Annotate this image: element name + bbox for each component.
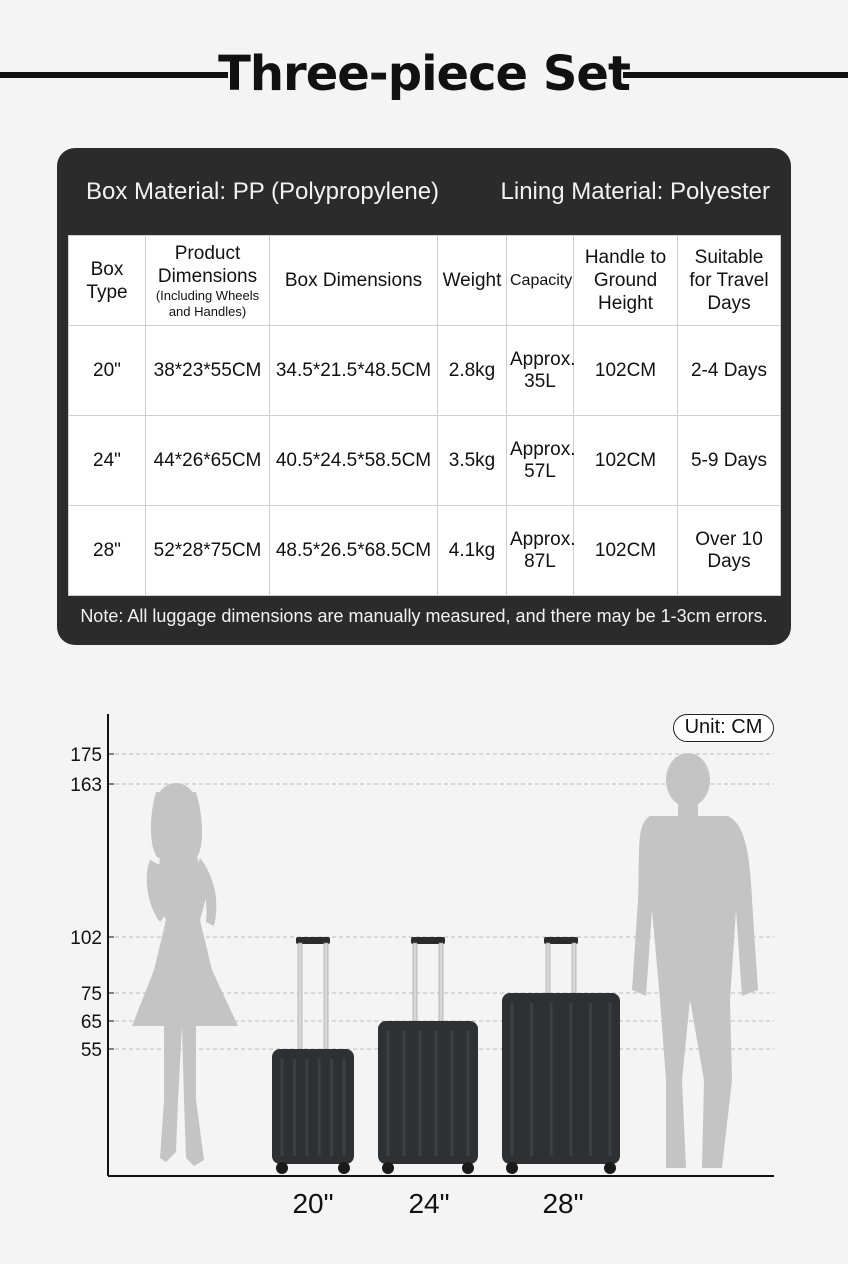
box-material-label: Box Material: PP (Polypropylene) [86, 178, 440, 205]
cell-product-dimensions: 52*28*75CM [146, 506, 270, 596]
header-travel-days: Suitable for Travel Days [678, 236, 781, 326]
lining-material-label: Lining Material: Polyester [500, 178, 770, 205]
size-comparison-chart [0, 700, 848, 1264]
size-label-20: 20" [292, 1188, 334, 1219]
suitcase-24in [378, 937, 478, 1174]
cell-travel-days: 5-9 Days [678, 416, 781, 506]
tick-label-102: 102 [70, 928, 102, 949]
table-header-row [69, 236, 781, 326]
size-label-24: 24" [408, 1188, 450, 1219]
cell-product-dimensions: 38*23*55CM [146, 326, 270, 416]
cell-box-dimensions: 48.5*26.5*68.5CM [270, 506, 438, 596]
header-capacity: Capacity [507, 236, 574, 326]
tick-label-55: 55 [80, 1040, 102, 1061]
size-label-28: 28" [542, 1188, 584, 1219]
tick-label-175: 175 [70, 745, 102, 766]
cell-handle-height: 102CM [574, 506, 678, 596]
header-box-type: Box Type [69, 236, 146, 326]
cell-weight: 3.5kg [438, 416, 507, 506]
header-product-dimensions: Product Dimensions (Including Wheels and Handles) [146, 236, 270, 326]
tick-label-163: 163 [70, 775, 102, 796]
cell-product-dimensions: 44*26*65CM [146, 416, 270, 506]
page-title: Three-piece Set [218, 46, 630, 102]
tick-label-65: 65 [80, 1012, 102, 1033]
header-weight: Weight [438, 236, 507, 326]
woman-silhouette [132, 783, 238, 1166]
tick-label-75: 75 [80, 984, 102, 1005]
suitcases [272, 937, 620, 1174]
header-box-dimensions: Box Dimensions [270, 236, 438, 326]
table-row [69, 326, 781, 416]
cell-capacity: Approx. 87L [507, 506, 574, 596]
spec-table [68, 235, 781, 596]
cell-capacity: Approx. 35L [507, 326, 574, 416]
cell-weight: 2.8kg [438, 326, 507, 416]
cell-box-type: 20" [69, 326, 146, 416]
header-handle-height: Handle to Ground Height [574, 236, 678, 326]
table-row [69, 506, 781, 596]
cell-travel-days: 2-4 Days [678, 326, 781, 416]
cell-handle-height: 102CM [574, 326, 678, 416]
suitcase-28in [502, 937, 620, 1174]
measurement-note: Note: All luggage dimensions are manually measured, and there may be 1-3cm errors. [80, 606, 768, 626]
man-silhouette [632, 753, 758, 1168]
suitcase-20in [272, 937, 354, 1174]
cell-handle-height: 102CM [574, 416, 678, 506]
cell-travel-days: Over 10 Days [678, 506, 781, 596]
cell-capacity: Approx. 57L [507, 416, 574, 506]
table-row [69, 416, 781, 506]
cell-box-dimensions: 40.5*24.5*58.5CM [270, 416, 438, 506]
cell-box-type: 24" [69, 416, 146, 506]
cell-weight: 4.1kg [438, 506, 507, 596]
cell-box-type: 28" [69, 506, 146, 596]
unit-badge: Unit: CM [673, 714, 774, 742]
cell-box-dimensions: 34.5*21.5*48.5CM [270, 326, 438, 416]
